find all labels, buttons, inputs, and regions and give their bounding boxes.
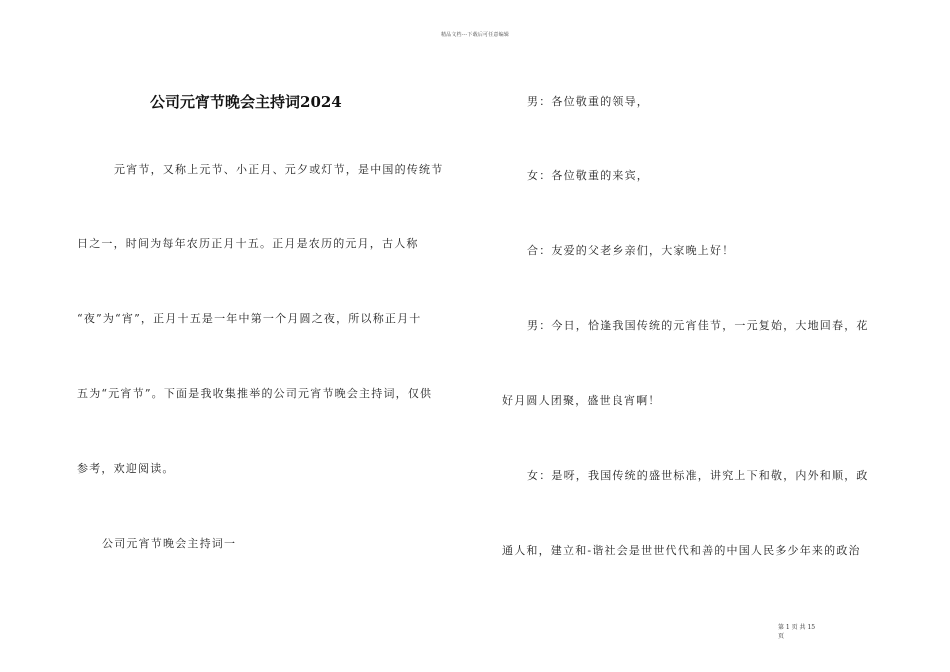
section-heading-1: 公司元宵节晚会主持词一 <box>102 537 237 550</box>
document-title: 公司元宵节晚会主持词2024 <box>150 93 342 111</box>
left-line-2: 日之一，时间为每年农历正月十五。正月是农历的元月，古人称 <box>77 237 419 250</box>
right-line-6: 女：是呀，我国传统的盛世标准，讲究上下和敬，内外和顺，政 <box>527 469 869 482</box>
left-line-1: 元宵节，又称上元节、小正月、元夕或灯节，是中国的传统节 <box>114 163 444 176</box>
page-footer <box>778 623 838 641</box>
right-line-4: 男：今日，恰逢我国传统的元宵佳节，一元复始，大地回春，花 <box>527 319 869 332</box>
page-number-line-1: 第 1 页 共 15 <box>778 624 816 631</box>
right-line-5: 好月圆人团聚，盛世良宵啊！ <box>502 394 661 407</box>
right-line-2: 女：各位敬重的来宾， <box>527 169 649 182</box>
page-header: 精品文档---下载后可任意编辑 <box>440 32 510 38</box>
left-line-4: 五为“元宵节”。下面是我收集推举的公司元宵节晚会主持词，仅供 <box>77 387 433 400</box>
left-line-5: 参考，欢迎阅读。 <box>77 462 175 475</box>
page-number-line-2: 页 <box>778 633 785 640</box>
right-line-7: 通人和，建立和-谐社会是世世代代和善的中国人民多少年来的政治 <box>502 544 861 557</box>
left-line-3: “夜”为“宵”，正月十五是一年中第一个月圆之夜，所以称正月十 <box>77 312 422 325</box>
right-line-3: 合：友爱的父老乡亲们，大家晚上好！ <box>527 244 735 257</box>
right-line-1: 男：各位敬重的领导， <box>527 95 649 108</box>
